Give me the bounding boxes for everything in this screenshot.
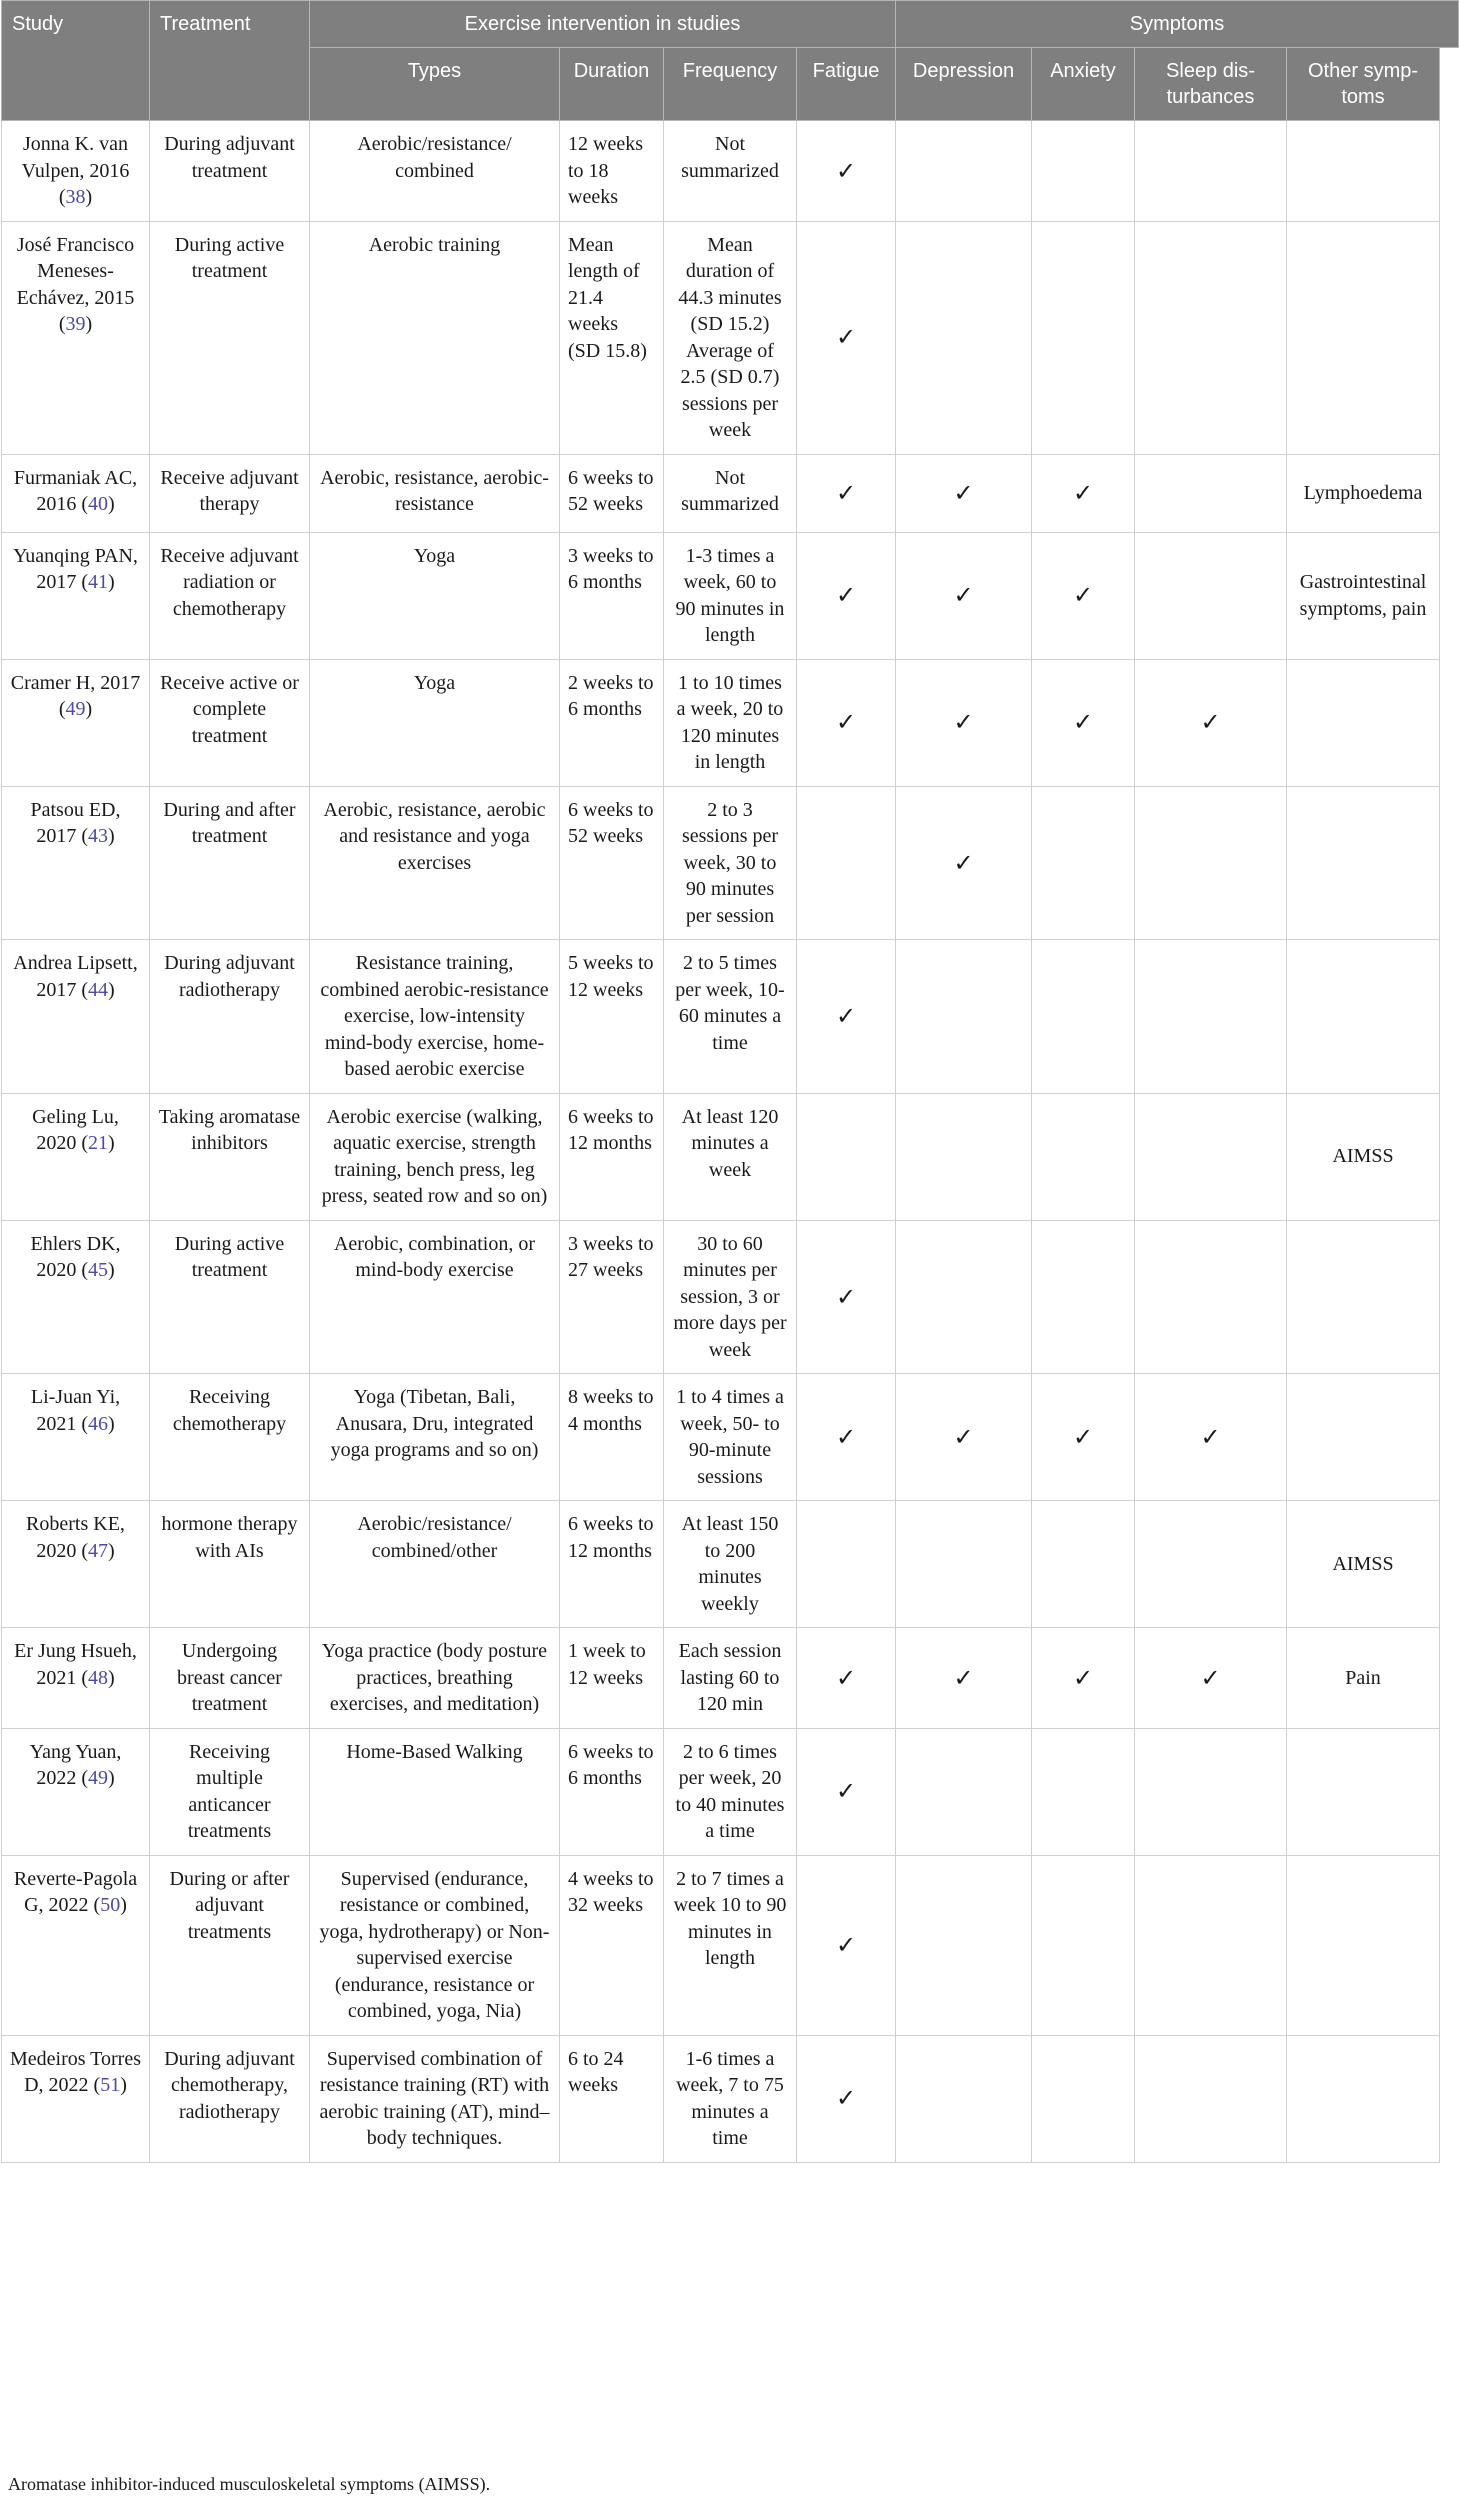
study-cell: Roberts KE, 2020 (47) (2, 1501, 150, 1628)
other-symptoms-cell (1287, 1374, 1440, 1501)
sleep-cell (1135, 121, 1287, 222)
other-symptoms-cell (1287, 1728, 1440, 1855)
table-row (2, 1374, 1459, 1501)
frequency-cell: Not summarized (664, 121, 797, 222)
depression-cell (896, 121, 1032, 222)
treatment-cell: During adjuvant chemotherapy, radiotherapy (150, 2035, 310, 2162)
types-cell: Aerobic, resistance, aerobic and resistance and yoga exercises (310, 786, 560, 940)
reference-link[interactable]: 40 (88, 493, 108, 515)
reference-link[interactable]: 51 (100, 2074, 121, 2096)
fatigue-cell: ✓ (797, 1220, 896, 1374)
depression-cell: ✓ (896, 1628, 1032, 1729)
duration-cell: 6 to 24 weeks (560, 2035, 664, 2162)
treatment-cell: Undergoing breast cancer treatment (150, 1628, 310, 1729)
study-cell: Medeiros Torres D, 2022 (51) (2, 2035, 150, 2162)
anxiety-cell (1032, 1220, 1135, 1374)
treatment-cell: During adjuvant treatment (150, 121, 310, 222)
reference-link[interactable]: 50 (100, 1894, 121, 1916)
anxiety-cell: ✓ (1032, 1628, 1135, 1729)
other-symptoms-cell (1287, 2035, 1440, 2162)
study-name: Yang Yuan, 2022 (29, 1740, 122, 1789)
table-body (2, 121, 1459, 2163)
duration-cell: 6 weeks to 12 months (560, 1501, 664, 1628)
table-row (2, 2035, 1459, 2162)
duration-cell: 6 weeks to 6 months (560, 1728, 664, 1855)
study-cell: Jonna K. van Vulpen, 2016 (38) (2, 121, 150, 222)
other-symptoms-cell (1287, 786, 1440, 940)
frequency-cell: At least 120 minutes a week (664, 1093, 797, 1220)
treatment-cell: During and after treatment (150, 786, 310, 940)
types-cell: Yoga (Tibetan, Bali, Anusara, Dru, integrated yoga programs and so on) (310, 1374, 560, 1501)
studies-table (1, 0, 1459, 2163)
study-name: Jonna K. van Vulpen, 2016 (21, 133, 130, 182)
treatment-cell: Receiving multiple anticancer treatments (150, 1728, 310, 1855)
reference-link[interactable]: 38 (65, 186, 86, 208)
other-symptoms-cell (1287, 121, 1440, 222)
reference-link[interactable]: 45 (88, 1259, 108, 1281)
study-cell: José Francisco Meneses-Echávez, 2015 (39) (2, 221, 150, 454)
header-types: Types (310, 48, 560, 121)
header-fatigue: Fatigue (797, 48, 896, 121)
table-row (2, 221, 1459, 454)
types-cell: Supervised combination of resistance training (RT) with aerobic training (AT), mind–body techniques. (310, 2035, 560, 2162)
depression-cell: ✓ (896, 786, 1032, 940)
study-cell: Er Jung Hsueh, 2021 (48) (2, 1628, 150, 1729)
other-symptoms-cell (1287, 1220, 1440, 1374)
study-cell: Reverte-Pagola G, 2022 (50) (2, 1855, 150, 2035)
types-cell: Yoga (310, 659, 560, 786)
study-name: Furmaniak AC, 2016 (13, 466, 138, 515)
sleep-cell: ✓ (1135, 1628, 1287, 1729)
anxiety-cell (1032, 1728, 1135, 1855)
anxiety-cell (1032, 221, 1135, 454)
reference-link[interactable]: 43 (88, 825, 108, 847)
duration-cell: 12 weeks to 18 weeks (560, 121, 664, 222)
other-symptoms-cell (1287, 1855, 1440, 2035)
header-exercise-group: Exercise intervention in studies (310, 1, 896, 48)
study-cell: Andrea Lipsett, 2017 (44) (2, 940, 150, 1094)
table-row (2, 659, 1459, 786)
frequency-cell: 2 to 3 sessions per week, 30 to 90 minutes per session (664, 786, 797, 940)
study-name: Cramer H, 2017 (10, 671, 141, 694)
depression-cell (896, 940, 1032, 1094)
sleep-cell (1135, 1093, 1287, 1220)
header-sleep: Sleep disturbances (1135, 48, 1287, 121)
duration-cell: 5 weeks to 12 weeks (560, 940, 664, 1094)
depression-cell: ✓ (896, 659, 1032, 786)
other-symptoms-cell (1287, 659, 1440, 786)
sleep-cell (1135, 1855, 1287, 2035)
duration-cell: 6 weeks to 52 weeks (560, 786, 664, 940)
anxiety-cell: ✓ (1032, 1374, 1135, 1501)
fatigue-cell: ✓ (797, 1728, 896, 1855)
anxiety-cell (1032, 1093, 1135, 1220)
study-name: Li-Juan Yi, 2021 (30, 1386, 121, 1435)
sleep-cell (1135, 454, 1287, 532)
depression-cell (896, 1501, 1032, 1628)
depression-cell (896, 1220, 1032, 1374)
sleep-cell (1135, 221, 1287, 454)
study-name: Roberts KE, 2020 (26, 1513, 125, 1562)
reference-link[interactable]: 49 (88, 1767, 108, 1789)
anxiety-cell (1032, 940, 1135, 1094)
frequency-cell: At least 150 to 200 minutes weekly (664, 1501, 797, 1628)
study-name: Reverte-Pagola G, 2022 (13, 1867, 138, 1916)
frequency-cell: 2 to 5 times per week, 10-60 minutes a time (664, 940, 797, 1094)
sleep-cell (1135, 786, 1287, 940)
study-cell: Ehlers DK, 2020 (45) (2, 1220, 150, 1374)
sleep-cell (1135, 940, 1287, 1094)
sleep-cell (1135, 2035, 1287, 2162)
fatigue-cell (797, 1093, 896, 1220)
treatment-cell: During active treatment (150, 221, 310, 454)
fatigue-cell: ✓ (797, 532, 896, 659)
study-cell: Cramer H, 2017 (49) (2, 659, 150, 786)
table-row (2, 1220, 1459, 1374)
frequency-cell: Not summarized (664, 454, 797, 532)
frequency-cell: Each session lasting 60 to 120 min (664, 1628, 797, 1729)
types-cell: Resistance training, combined aerobic-resistance exercise, low-intensity mind-body exercise, home-based aerobic exercise (310, 940, 560, 1094)
duration-cell: 6 weeks to 52 weeks (560, 454, 664, 532)
header-depression: Depression (896, 48, 1032, 121)
study-name: Medeiros Torres D, 2022 (10, 2047, 141, 2096)
types-cell: Aerobic exercise (walking, aquatic exercise, strength training, bench press, leg press, seated row and so on) (310, 1093, 560, 1220)
study-cell: Furmaniak AC, 2016 (40) (2, 454, 150, 532)
types-cell: Aerobic/resistance/ combined (310, 121, 560, 222)
other-symptoms-cell: Lymphoedema (1287, 454, 1440, 532)
table-row (2, 1855, 1459, 2035)
duration-cell: 3 weeks to 6 months (560, 532, 664, 659)
frequency-cell: 1 to 10 times a week, 20 to 120 minutes in length (664, 659, 797, 786)
treatment-cell: Receive adjuvant therapy (150, 454, 310, 532)
types-cell: Supervised (endurance, resistance or combined, yoga, hydrotherapy) or Non-supervised exercise (endurance, resistance or combined, yoga, Nia) (310, 1855, 560, 2035)
study-name: José Francisco Meneses-Echávez, 2015 (16, 233, 135, 309)
study-cell: Yuanqing PAN, 2017 (41) (2, 532, 150, 659)
frequency-cell: Mean duration of 44.3 minutes (SD 15.2) Average of 2.5 (SD 0.7) sessions per week (664, 221, 797, 454)
study-cell: Geling Lu, 2020 (21) (2, 1093, 150, 1220)
anxiety-cell: ✓ (1032, 532, 1135, 659)
header-anxiety: Anxiety (1032, 48, 1135, 121)
depression-cell (896, 1093, 1032, 1220)
sleep-cell (1135, 1728, 1287, 1855)
header-study: Study (2, 1, 150, 121)
duration-cell: Mean length of 21.4 weeks (SD 15.8) (560, 221, 664, 454)
types-cell: Yoga (310, 532, 560, 659)
study-cell: Yang Yuan, 2022 (49) (2, 1728, 150, 1855)
table-row (2, 940, 1459, 1094)
types-cell: Aerobic training (310, 221, 560, 454)
frequency-cell: 2 to 6 times per week, 20 to 40 minutes a time (664, 1728, 797, 1855)
fatigue-cell: ✓ (797, 1374, 896, 1501)
depression-cell: ✓ (896, 532, 1032, 659)
table-row (2, 1093, 1459, 1220)
reference-link[interactable]: 46 (88, 1412, 108, 1435)
treatment-cell: Receive adjuvant radiation or chemotherapy (150, 532, 310, 659)
other-symptoms-cell: AIMSS (1287, 1501, 1440, 1628)
duration-cell: 4 weeks to 32 weeks (560, 1855, 664, 2035)
reference-link[interactable]: 44 (88, 978, 108, 1001)
table-header (2, 1, 1459, 121)
fatigue-cell: ✓ (797, 1628, 896, 1729)
sleep-cell (1135, 532, 1287, 659)
anxiety-cell: ✓ (1032, 454, 1135, 532)
fatigue-cell: ✓ (797, 221, 896, 454)
fatigue-cell (797, 1501, 896, 1628)
frequency-cell: 30 to 60 minutes per session, 3 or more days per week (664, 1220, 797, 1374)
study-name: Geling Lu, 2020 (32, 1105, 119, 1154)
table-row (2, 121, 1459, 222)
study-name: Er Jung Hsueh, 2021 (14, 1640, 137, 1689)
treatment-cell: During adjuvant radiotherapy (150, 940, 310, 1094)
frequency-cell: 1-6 times a week, 7 to 75 minutes a time (664, 2035, 797, 2162)
anxiety-cell (1032, 786, 1135, 940)
sleep-cell: ✓ (1135, 1374, 1287, 1501)
sleep-cell: ✓ (1135, 659, 1287, 786)
treatment-cell: Taking aromatase inhibitors (150, 1093, 310, 1220)
depression-cell (896, 1728, 1032, 1855)
anxiety-cell (1032, 1501, 1135, 1628)
frequency-cell: 2 to 7 times a week 10 to 90 minutes in length (664, 1855, 797, 2035)
fatigue-cell: ✓ (797, 659, 896, 786)
header-other: Other symptoms (1287, 48, 1440, 121)
reference-link[interactable]: 41 (88, 571, 108, 593)
table-row (2, 454, 1459, 532)
treatment-cell: During active treatment (150, 1220, 310, 1374)
depression-cell: ✓ (896, 454, 1032, 532)
sleep-cell (1135, 1501, 1287, 1628)
anxiety-cell (1032, 1855, 1135, 2035)
depression-cell (896, 2035, 1032, 2162)
depression-cell: ✓ (896, 1374, 1032, 1501)
types-cell: Home-Based Walking (310, 1728, 560, 1855)
header-treatment: Treatment (150, 1, 310, 121)
reference-link[interactable]: 39 (65, 313, 86, 335)
reference-link[interactable]: 48 (88, 1666, 108, 1689)
treatment-cell: Receive active or complete treatment (150, 659, 310, 786)
header-frequency: Frequency (664, 48, 797, 121)
duration-cell: 1 week to 12 weeks (560, 1628, 664, 1729)
table-row (2, 786, 1459, 940)
sleep-cell (1135, 1220, 1287, 1374)
types-cell: Yoga practice (body posture practices, breathing exercises, and meditation) (310, 1628, 560, 1729)
depression-cell (896, 1855, 1032, 2035)
treatment-cell: hormone therapy with AIs (150, 1501, 310, 1628)
other-symptoms-cell (1287, 940, 1440, 1094)
header-symptoms-group: Symptoms (896, 1, 1459, 48)
frequency-cell: 1-3 times a week, 60 to 90 minutes in length (664, 532, 797, 659)
study-name: Ehlers DK, 2020 (30, 1232, 121, 1281)
treatment-cell: Receiving chemotherapy (150, 1374, 310, 1501)
treatment-cell: During or after adjuvant treatments (150, 1855, 310, 2035)
table-row (2, 1501, 1459, 1628)
types-cell: Aerobic/resistance/ combined/other (310, 1501, 560, 1628)
fatigue-cell: ✓ (797, 1855, 896, 2035)
fatigue-cell (797, 786, 896, 940)
anxiety-cell: ✓ (1032, 659, 1135, 786)
header-duration: Duration (560, 48, 664, 121)
table-row (2, 1628, 1459, 1729)
other-symptoms-cell: Pain (1287, 1628, 1440, 1729)
study-cell: Li-Juan Yi, 2021 (46) (2, 1374, 150, 1501)
other-symptoms-cell: Gastrointestinal symptoms, pain (1287, 532, 1440, 659)
duration-cell: 3 weeks to 27 weeks (560, 1220, 664, 1374)
other-symptoms-cell (1287, 221, 1440, 454)
fatigue-cell: ✓ (797, 454, 896, 532)
fatigue-cell: ✓ (797, 121, 896, 222)
reference-link[interactable]: 21 (88, 1132, 108, 1154)
fatigue-cell: ✓ (797, 2035, 896, 2162)
table-row (2, 532, 1459, 659)
duration-cell: 8 weeks to 4 months (560, 1374, 664, 1501)
duration-cell: 2 weeks to 6 months (560, 659, 664, 786)
depression-cell (896, 221, 1032, 454)
other-symptoms-cell: AIMSS (1287, 1093, 1440, 1220)
reference-link[interactable]: 47 (88, 1539, 108, 1562)
study-name: Yuanqing PAN, 2017 (13, 544, 138, 593)
anxiety-cell (1032, 121, 1135, 222)
study-name: Patsou ED, 2017 (30, 798, 121, 847)
frequency-cell: 1 to 4 times a week, 50- to 90-minute sessions (664, 1374, 797, 1501)
anxiety-cell (1032, 2035, 1135, 2162)
study-cell: Patsou ED, 2017 (43) (2, 786, 150, 940)
types-cell: Aerobic, resistance, aerobic-resistance (310, 454, 560, 532)
reference-link[interactable]: 49 (65, 698, 86, 720)
duration-cell: 6 weeks to 12 months (560, 1093, 664, 1220)
types-cell: Aerobic, combination, or mind-body exercise (310, 1220, 560, 1374)
table-row (2, 1728, 1459, 1855)
fatigue-cell: ✓ (797, 940, 896, 1094)
footnote: Aromatase inhibitor-induced musculoskeletal symptoms (AIMSS). (8, 2474, 491, 2494)
study-name: Andrea Lipsett, 2017 (13, 952, 138, 1001)
